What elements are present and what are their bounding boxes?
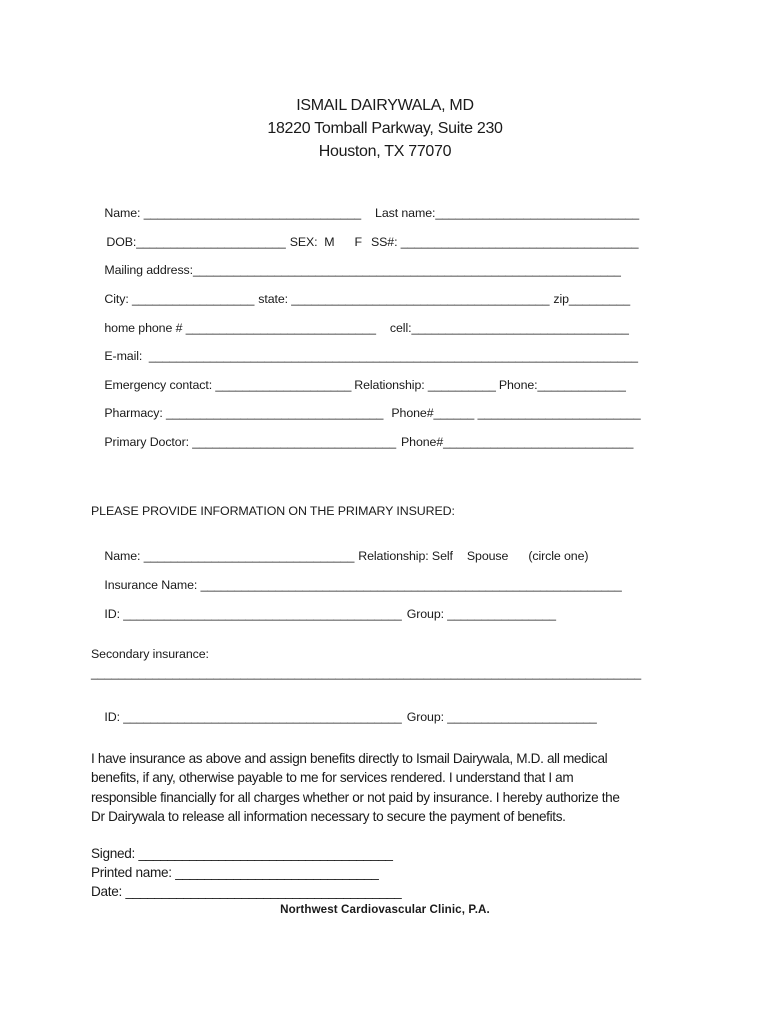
insured-group-field[interactable]: Group: ________________ bbox=[406, 607, 556, 621]
relationship-field[interactable]: Relationship: __________ bbox=[354, 378, 496, 392]
doctor-row bbox=[91, 418, 633, 466]
insured-id-row bbox=[91, 590, 556, 638]
consent-line-1: I have insurance as above and assign benefits directly to Ismail Dairywala, M.D. all medical bbox=[91, 751, 608, 766]
insured-id-field[interactable]: ID: _________________________________________ bbox=[104, 607, 402, 621]
primary-doctor-field[interactable]: Primary Doctor: ______________________________ bbox=[104, 435, 397, 449]
insurance-name-field[interactable]: Insurance Name: ______________________________________________________________ bbox=[104, 578, 622, 592]
secondary-insurance-label: Secondary insurance: bbox=[91, 647, 209, 661]
secondary-id-field[interactable]: ID: _________________________________________ bbox=[104, 710, 402, 724]
name-field[interactable]: Name: ________________________________ bbox=[104, 206, 362, 220]
zip-field[interactable]: zip_________ bbox=[553, 292, 631, 306]
pharmacy-phone-field[interactable]: Phone#______ ________________________ bbox=[391, 406, 641, 420]
insured-section-title: PLEASE PROVIDE INFORMATION ON THE PRIMARY INSURED: bbox=[91, 504, 455, 518]
dob-field[interactable]: DOB:______________________ bbox=[106, 235, 286, 249]
sex-field[interactable]: SEX: M F bbox=[289, 235, 362, 249]
doctor-phone-field[interactable]: Phone#____________________________ bbox=[401, 435, 634, 449]
street-address: 18220 Tomball Parkway, Suite 230 bbox=[267, 120, 503, 137]
mailing-address-field[interactable]: Mailing address:_______________________________________________________________ bbox=[104, 263, 621, 277]
emergency-phone-field[interactable]: Phone:_____________ bbox=[498, 378, 626, 392]
secondary-id-row bbox=[91, 693, 597, 741]
secondary-group-field[interactable]: Group: ______________________ bbox=[406, 710, 597, 724]
city-field[interactable]: City: __________________ bbox=[104, 292, 255, 306]
consent-line-2: benefits, if any, otherwise payable to me for services rendered. I understand that I am bbox=[91, 770, 574, 786]
secondary-insurance-line[interactable]: _________________________________________________________________________________ bbox=[91, 666, 642, 680]
practice-header bbox=[0, 94, 770, 163]
consent-line-3: responsible financially for all charges whether or not paid by insurance. I hereby authorize the bbox=[91, 789, 620, 805]
signed-field[interactable]: Signed: ___________________________________ bbox=[91, 846, 393, 861]
last-name-field[interactable]: Last name:______________________________ bbox=[375, 206, 640, 220]
cell-field[interactable]: cell:________________________________ bbox=[389, 321, 629, 335]
assignment-of-benefits-text bbox=[91, 749, 691, 826]
physician-name: ISMAIL DAIRYWALA, MD bbox=[296, 97, 474, 114]
insured-name-field[interactable]: Name: _______________________________ bbox=[104, 549, 355, 563]
city-address: Houston, TX 77070 bbox=[318, 143, 452, 160]
printed-name-field[interactable]: Printed name: ____________________________ bbox=[91, 865, 379, 880]
insured-relationship-spouse[interactable]: Spouse bbox=[466, 549, 509, 563]
consent-line-4: Dr Dairywala to release all information necessary to secure the payment of benefits. bbox=[91, 808, 566, 824]
clinic-footer: Northwest Cardiovascular Clinic, P.A. bbox=[280, 903, 490, 916]
home-phone-field[interactable]: home phone # ____________________________ bbox=[104, 321, 376, 335]
pharmacy-field[interactable]: Pharmacy: ________________________________ bbox=[104, 406, 384, 420]
insured-relationship-self[interactable]: Relationship: Self bbox=[358, 549, 453, 563]
state-field[interactable]: state: ______________________________________ bbox=[258, 292, 550, 306]
circle-one-note: (circle one) bbox=[528, 549, 589, 563]
ss-field[interactable]: SS#: ___________________________________ bbox=[370, 235, 639, 249]
emergency-contact-field[interactable]: Emergency contact: ____________________ bbox=[104, 378, 352, 392]
email-field[interactable]: E-mail: ________________________________________________________________________ bbox=[104, 349, 638, 363]
date-field[interactable]: Date: ______________________________________ bbox=[91, 884, 402, 899]
